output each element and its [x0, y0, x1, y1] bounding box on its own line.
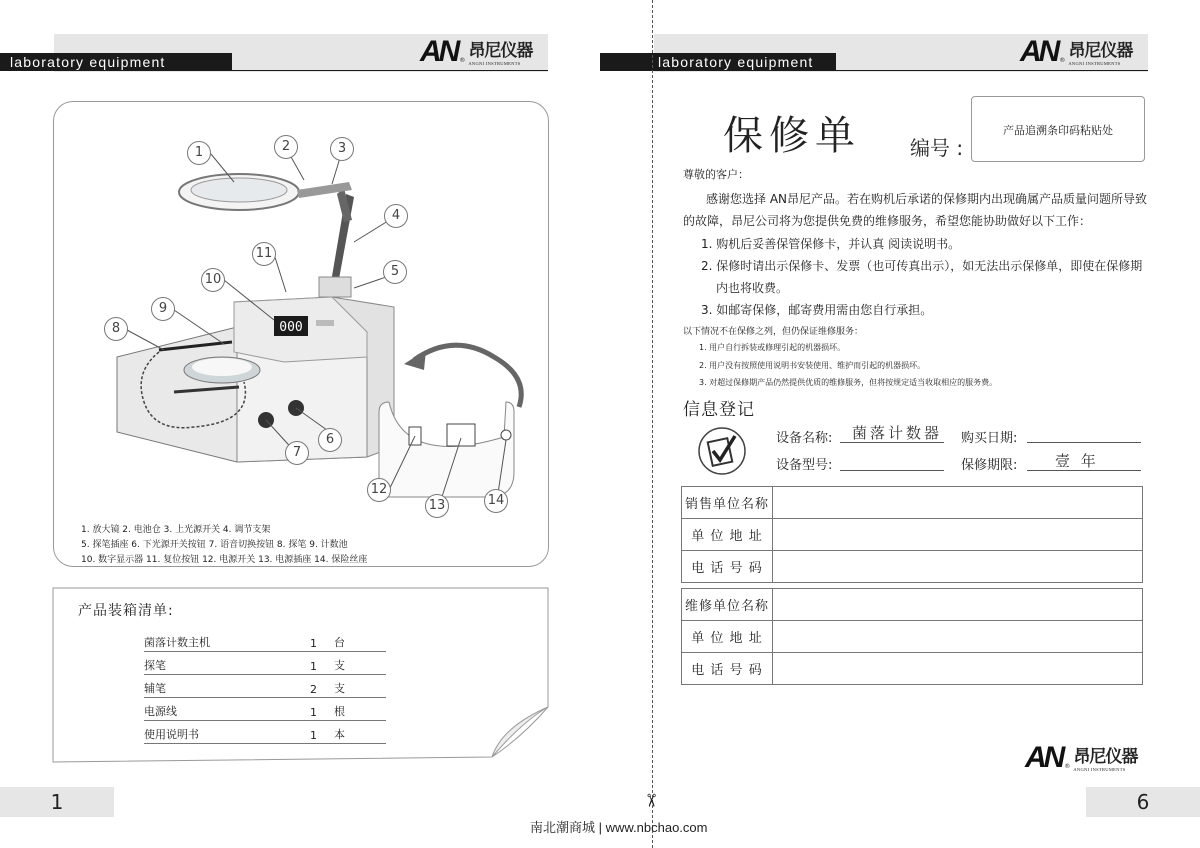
logo-an: AN: [1025, 741, 1063, 774]
logo-registered: ®: [459, 57, 466, 64]
footer-site[interactable]: 南北潮商城 | www.nbchao.com: [530, 820, 708, 835]
logo-an: AN: [1020, 35, 1058, 68]
notice-item-2-cont: 内也将收费。: [716, 281, 789, 295]
packing-item-qty: 2: [310, 683, 317, 696]
callout-13: 13: [425, 494, 449, 518]
sales-unit-address-label: 单 位 地 址: [682, 519, 773, 551]
callout-3: 3: [330, 137, 354, 161]
logo-cn: 昂尼仪器: [1073, 746, 1138, 767]
callout-1: 1: [187, 141, 211, 165]
sales-unit-table: [681, 486, 1143, 583]
notice-item-3: 3. 如邮寄保修，邮寄费用需由您自行承担。: [701, 303, 933, 317]
callout-8: 8: [104, 317, 128, 341]
callout-10: 10: [201, 268, 225, 292]
callout-14: 14: [484, 489, 508, 513]
left-logo: [420, 35, 533, 68]
packing-title: 产品装箱清单:: [78, 603, 174, 619]
repair-unit-address-field[interactable]: [773, 621, 1143, 653]
repair-unit-table: [681, 588, 1143, 685]
serial-label: 编号 :: [910, 136, 964, 160]
exclusion-2: 2. 用户没有按照使用说明书安装使用、维护而引起的机器损坏。: [699, 361, 926, 370]
table-row: [682, 653, 1143, 685]
bottom-logo: [1025, 741, 1138, 774]
logo-cn: 昂尼仪器: [468, 40, 533, 61]
sales-unit-phone-label: 电 话 号 码: [682, 551, 773, 583]
callout-11: 11: [252, 242, 276, 266]
barcode-box: [971, 96, 1145, 162]
callout-2: 2: [274, 135, 298, 159]
packing-item-qty: 1: [310, 706, 317, 719]
display-digits: 000: [279, 320, 303, 335]
device-name-label: 设备名称:: [776, 431, 833, 446]
device-name-value: 菌落计数器: [852, 424, 943, 442]
packing-row: [144, 681, 386, 698]
packing-item-unit: 台: [334, 636, 345, 649]
warranty-period-label: 保修期限:: [961, 458, 1018, 473]
right-logo: [1020, 35, 1133, 68]
device-illustration: [54, 102, 548, 566]
repair-unit-phone-label: 电 话 号 码: [682, 653, 773, 685]
packing-item-name: 菌落计数主机: [144, 636, 210, 649]
left-page-number: 1: [0, 787, 114, 817]
logo-en: ANGNI INSTRUMENTS: [468, 60, 521, 66]
exclusion-title: 以下情况不在保修之列，但仍保证维修服务：: [683, 327, 864, 337]
intro-line-2: 的故障，昂尼公司将为您提供免费的维修服务，希望您能协助做好以下工作：: [683, 214, 1092, 228]
packing-item-name: 使用说明书: [144, 728, 199, 741]
repair-unit-address-label: 单 位 地 址: [682, 621, 773, 653]
sales-unit-name-label: 销售单位名称: [682, 487, 773, 519]
checklist-icon: [697, 426, 747, 476]
packing-item-unit: 根: [334, 705, 345, 718]
logo-en: ANGNI INSTRUMENTS: [1073, 766, 1126, 772]
right-page-number: 6: [1086, 787, 1200, 817]
packing-item-unit: 支: [334, 682, 345, 695]
device-model-field[interactable]: [840, 452, 944, 471]
purchase-date-field[interactable]: [1027, 424, 1141, 443]
intro-line-1: 感谢您选择 AN昂尼产品。若在购机后承诺的保修期内出现确属产品质量问题所导致: [706, 192, 1148, 206]
purchase-date-label: 购买日期:: [961, 431, 1018, 446]
barcode-box-label: 产品追溯条印码粘贴处: [1003, 124, 1113, 137]
left-brand-label: laboratory equipment: [0, 53, 232, 71]
table-row: [682, 589, 1143, 621]
greeting: 尊敬的客户：: [683, 168, 749, 181]
device-name-field[interactable]: [840, 424, 944, 443]
warranty-title: 保修单: [723, 113, 861, 159]
packing-item-qty: 1: [310, 729, 317, 742]
exclusion-1: 1. 用户自行拆装或修理引起的机器损坏。: [699, 343, 846, 352]
sales-unit-name-field[interactable]: [773, 487, 1143, 519]
exclusion-3: 3. 对超过保修期产品仍然提供优质的维修服务，但将按规定适当收取相应的服务费。: [699, 378, 998, 387]
legend-line-3: 10. 数字显示器 11. 复位按钮 12. 电源开关 13. 电源插座 14. 保险丝座: [81, 555, 368, 565]
sales-unit-phone-field[interactable]: [773, 551, 1143, 583]
table-row: [682, 487, 1143, 519]
info-title: 信息登记: [683, 400, 755, 420]
table-row: [682, 551, 1143, 583]
sales-unit-address-field[interactable]: [773, 519, 1143, 551]
packing-item-name: 探笔: [144, 659, 166, 672]
packing-item-unit: 本: [334, 728, 345, 741]
notice-item-2: 2. 保修时请出示保修卡、发票（也可传真出示），如无法出示保修单，即使在保修期: [701, 259, 1143, 273]
table-row: [682, 519, 1143, 551]
repair-unit-name-label: 维修单位名称: [682, 589, 773, 621]
callout-4: 4: [384, 204, 408, 228]
callout-9: 9: [151, 297, 175, 321]
right-brand-label: laboratory equipment: [600, 53, 836, 71]
logo-en: ANGNI INSTRUMENTS: [1068, 60, 1121, 66]
callout-5: 5: [383, 260, 407, 284]
fold-line: [652, 0, 653, 848]
warranty-period-field[interactable]: [1027, 452, 1141, 471]
notice-item-1: 1. 购机后妥善保管保修卡，并认真 阅读说明书。: [701, 237, 961, 251]
callout-12: 12: [367, 478, 391, 502]
packing-item-qty: 1: [310, 660, 317, 673]
device-diagram-panel: [53, 101, 549, 567]
packing-row: [144, 658, 386, 675]
table-row: [682, 621, 1143, 653]
packing-item-qty: 1: [310, 637, 317, 650]
scissors-icon: ✂: [640, 792, 662, 809]
logo-registered: ®: [1064, 763, 1071, 770]
callout-7: 7: [285, 441, 309, 465]
packing-item-unit: 支: [334, 659, 345, 672]
device-model-label: 设备型号:: [776, 458, 833, 473]
logo-cn: 昂尼仪器: [1068, 40, 1133, 61]
packing-item-name: 辅笔: [144, 682, 166, 695]
logo-registered: ®: [1059, 57, 1066, 64]
repair-unit-phone-field[interactable]: [773, 653, 1143, 685]
repair-unit-name-field[interactable]: [773, 589, 1143, 621]
warranty-period-value: 壹 年: [1055, 452, 1099, 470]
legend-line-1: 1. 放大镜 2. 电池仓 3. 上光源开关 4. 调节支架: [81, 525, 271, 535]
packing-row: [144, 704, 386, 721]
packing-row: [144, 635, 386, 652]
callout-6: 6: [318, 428, 342, 452]
packing-item-name: 电源线: [144, 705, 177, 718]
packing-row: [144, 727, 386, 744]
logo-an: AN: [420, 35, 458, 68]
legend-line-2: 5. 探笔插座 6. 下光源开关按钮 7. 语音切换按钮 8. 探笔 9. 计数池: [81, 540, 348, 550]
